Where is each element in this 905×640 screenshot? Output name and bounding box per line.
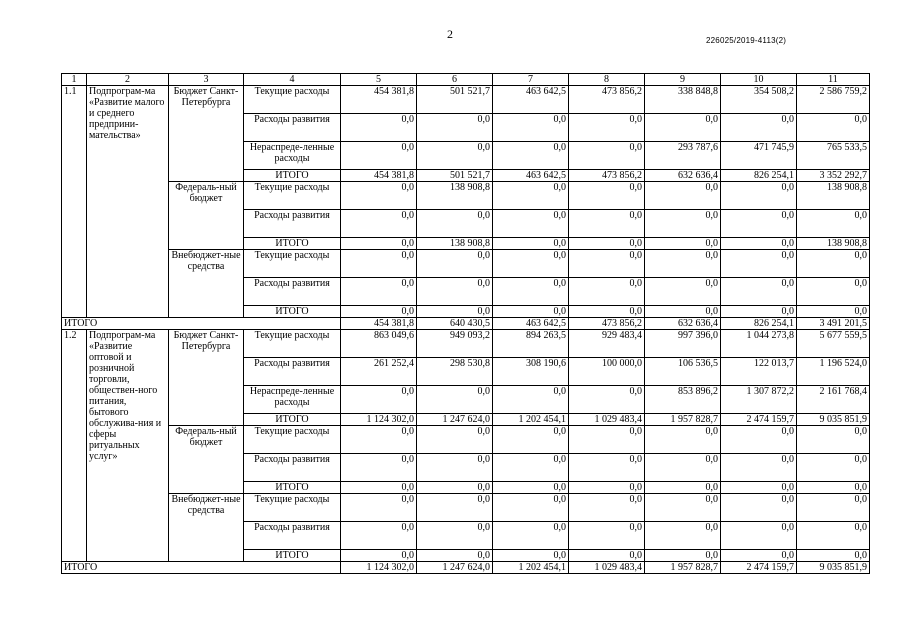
value-cell: 0,0 — [493, 494, 569, 522]
value-cell: 0,0 — [569, 278, 645, 306]
expense-type-label: Текущие расходы — [244, 426, 341, 454]
table-row — [62, 494, 870, 522]
value-cell: 0,0 — [645, 482, 721, 494]
value-cell: 454 381,8 — [341, 86, 417, 114]
value-cell: 0,0 — [341, 210, 417, 238]
value-cell: 501 521,7 — [417, 170, 493, 182]
value-cell: 1 124 302,0 — [341, 414, 417, 426]
value-cell: 0,0 — [341, 522, 417, 550]
value-cell: 0,0 — [797, 494, 870, 522]
total-label: ИТОГО — [62, 562, 341, 574]
value-cell: 0,0 — [417, 142, 493, 170]
value-cell: 0,0 — [569, 494, 645, 522]
value-cell: 0,0 — [417, 278, 493, 306]
total-value-cell: 473 856,2 — [569, 318, 645, 330]
program-name: Подпрограм-ма «Развитие малого и среднего предприни-мательства» — [87, 86, 169, 318]
value-cell: 0,0 — [797, 278, 870, 306]
value-cell: 0,0 — [493, 386, 569, 414]
value-cell: 0,0 — [797, 306, 870, 318]
value-cell: 0,0 — [569, 522, 645, 550]
program-number: 1.1 — [62, 86, 87, 318]
value-cell: 0,0 — [797, 550, 870, 562]
value-cell: 473 856,2 — [569, 170, 645, 182]
table-row — [62, 330, 870, 358]
value-cell: 0,0 — [645, 522, 721, 550]
value-cell: 853 896,2 — [645, 386, 721, 414]
column-header: 9 — [645, 74, 721, 86]
value-cell: 0,0 — [721, 114, 797, 142]
value-cell: 0,0 — [493, 142, 569, 170]
value-cell: 0,0 — [417, 482, 493, 494]
value-cell: 0,0 — [341, 114, 417, 142]
value-cell: 0,0 — [417, 454, 493, 482]
source-spb-budget: Бюджет Санкт-Петербурга — [169, 330, 244, 426]
value-cell: 138 908,8 — [417, 182, 493, 210]
value-cell: 0,0 — [645, 278, 721, 306]
value-cell: 0,0 — [341, 238, 417, 250]
value-cell: 0,0 — [721, 522, 797, 550]
value-cell: 106 536,5 — [645, 358, 721, 386]
value-cell: 0,0 — [569, 454, 645, 482]
value-cell: 0,0 — [721, 306, 797, 318]
table-row — [62, 182, 870, 210]
value-cell: 308 190,6 — [493, 358, 569, 386]
expense-type-label: Текущие расходы — [244, 330, 341, 358]
column-header: 6 — [417, 74, 493, 86]
total-value-cell: 1 957 828,7 — [645, 562, 721, 574]
expense-type-label: Расходы развития — [244, 114, 341, 142]
program-number: 1.2 — [62, 330, 87, 562]
value-cell: 0,0 — [569, 142, 645, 170]
value-cell: 100 000,0 — [569, 358, 645, 386]
value-cell: 2 474 159,7 — [721, 414, 797, 426]
value-cell: 1 247 624,0 — [417, 414, 493, 426]
value-cell: 0,0 — [417, 386, 493, 414]
header-row — [62, 74, 870, 86]
value-cell: 1 202 454,1 — [493, 414, 569, 426]
value-cell: 463 642,5 — [493, 86, 569, 114]
value-cell: 0,0 — [569, 114, 645, 142]
value-cell: 0,0 — [721, 238, 797, 250]
value-cell: 122 013,7 — [721, 358, 797, 386]
source-extrabudgetary: Внебюджет-ные средства — [169, 250, 244, 318]
value-cell: 338 848,8 — [645, 86, 721, 114]
total-value-cell: 463 642,5 — [493, 318, 569, 330]
value-cell: 0,0 — [417, 426, 493, 454]
value-cell: 0,0 — [645, 250, 721, 278]
value-cell: 0,0 — [645, 550, 721, 562]
value-cell: 632 636,4 — [645, 170, 721, 182]
table-row — [62, 426, 870, 454]
value-cell: 471 745,9 — [721, 142, 797, 170]
value-cell: 5 677 559,5 — [797, 330, 870, 358]
value-cell: 0,0 — [493, 306, 569, 318]
expense-type-label: ИТОГО — [244, 238, 341, 250]
total-value-cell: 454 381,8 — [341, 318, 417, 330]
table-row — [62, 250, 870, 278]
budget-table — [61, 73, 870, 574]
value-cell: 354 508,2 — [721, 86, 797, 114]
total-value-cell: 1 247 624,0 — [417, 562, 493, 574]
source-extrabudgetary: Внебюджет-ные средства — [169, 494, 244, 562]
source-federal-budget: Федераль-ный бюджет — [169, 182, 244, 250]
value-cell: 0,0 — [569, 482, 645, 494]
value-cell: 0,0 — [721, 494, 797, 522]
table-row — [62, 86, 870, 114]
value-cell: 0,0 — [493, 182, 569, 210]
total-value-cell: 632 636,4 — [645, 318, 721, 330]
value-cell: 0,0 — [721, 210, 797, 238]
value-cell: 0,0 — [721, 482, 797, 494]
expense-type-label: ИТОГО — [244, 170, 341, 182]
value-cell: 473 856,2 — [569, 86, 645, 114]
column-header: 5 — [341, 74, 417, 86]
value-cell: 0,0 — [645, 182, 721, 210]
value-cell: 138 908,8 — [797, 182, 870, 210]
column-header: 11 — [797, 74, 870, 86]
value-cell: 0,0 — [645, 114, 721, 142]
value-cell: 0,0 — [341, 386, 417, 414]
value-cell: 0,0 — [493, 210, 569, 238]
value-cell: 0,0 — [417, 210, 493, 238]
expense-type-label: Расходы развития — [244, 522, 341, 550]
value-cell: 0,0 — [721, 250, 797, 278]
total-value-cell: 640 430,5 — [417, 318, 493, 330]
value-cell: 0,0 — [569, 306, 645, 318]
value-cell: 0,0 — [721, 278, 797, 306]
value-cell: 0,0 — [569, 550, 645, 562]
total-value-cell: 1 124 302,0 — [341, 562, 417, 574]
column-header: 8 — [569, 74, 645, 86]
column-header: 3 — [169, 74, 244, 86]
expense-type-label: ИТОГО — [244, 306, 341, 318]
value-cell: 0,0 — [417, 306, 493, 318]
page-number: 2 — [447, 27, 453, 41]
total-value-cell: 1 029 483,4 — [569, 562, 645, 574]
total-value-cell: 3 491 201,5 — [797, 318, 870, 330]
value-cell: 0,0 — [341, 182, 417, 210]
value-cell: 261 252,4 — [341, 358, 417, 386]
value-cell: 0,0 — [569, 210, 645, 238]
value-cell: 0,0 — [569, 386, 645, 414]
value-cell: 0,0 — [341, 550, 417, 562]
value-cell: 0,0 — [341, 142, 417, 170]
value-cell: 0,0 — [569, 238, 645, 250]
expense-type-label: Нераспреде-ленные расходы — [244, 142, 341, 170]
source-federal-budget: Федераль-ный бюджет — [169, 426, 244, 494]
program-total-row — [62, 562, 870, 574]
value-cell: 0,0 — [645, 454, 721, 482]
value-cell: 0,0 — [493, 278, 569, 306]
total-value-cell: 2 474 159,7 — [721, 562, 797, 574]
value-cell: 0,0 — [797, 210, 870, 238]
value-cell: 0,0 — [341, 482, 417, 494]
value-cell: 0,0 — [341, 454, 417, 482]
value-cell: 1 029 483,4 — [569, 414, 645, 426]
expense-type-label: Расходы развития — [244, 358, 341, 386]
value-cell: 863 049,6 — [341, 330, 417, 358]
value-cell: 1 044 273,8 — [721, 330, 797, 358]
value-cell: 997 396,0 — [645, 330, 721, 358]
program-name: Подпрограм-ма «Развитие оптовой и розничной торговли, обществен-ного питания, бытового обслужива-ния и сферы ритуальных услуг» — [87, 330, 169, 562]
value-cell: 0,0 — [797, 426, 870, 454]
expense-type-label: Расходы развития — [244, 210, 341, 238]
expense-type-label: Расходы развития — [244, 454, 341, 482]
value-cell: 2 161 768,4 — [797, 386, 870, 414]
value-cell: 0,0 — [797, 454, 870, 482]
program-total-row — [62, 318, 870, 330]
value-cell: 0,0 — [569, 426, 645, 454]
value-cell: 0,0 — [569, 250, 645, 278]
document-code: 226025/2019-4113(2) — [706, 36, 787, 45]
value-cell: 0,0 — [493, 250, 569, 278]
value-cell: 0,0 — [417, 494, 493, 522]
value-cell: 0,0 — [645, 238, 721, 250]
value-cell: 298 530,8 — [417, 358, 493, 386]
value-cell: 0,0 — [493, 482, 569, 494]
expense-type-label: Текущие расходы — [244, 182, 341, 210]
total-value-cell: 826 254,1 — [721, 318, 797, 330]
value-cell: 3 352 292,7 — [797, 170, 870, 182]
column-header: 4 — [244, 74, 341, 86]
value-cell: 0,0 — [417, 114, 493, 142]
value-cell: 138 908,8 — [797, 238, 870, 250]
expense-type-label: ИТОГО — [244, 482, 341, 494]
value-cell: 0,0 — [341, 494, 417, 522]
value-cell: 0,0 — [493, 238, 569, 250]
value-cell: 0,0 — [417, 550, 493, 562]
expense-type-label: ИТОГО — [244, 550, 341, 562]
value-cell: 894 263,5 — [493, 330, 569, 358]
value-cell: 0,0 — [645, 306, 721, 318]
expense-type-label: Текущие расходы — [244, 250, 341, 278]
expense-type-label: Расходы развития — [244, 278, 341, 306]
total-value-cell: 9 035 851,9 — [797, 562, 870, 574]
value-cell: 9 035 851,9 — [797, 414, 870, 426]
value-cell: 0,0 — [493, 550, 569, 562]
value-cell: 949 093,2 — [417, 330, 493, 358]
value-cell: 138 908,8 — [417, 238, 493, 250]
source-spb-budget: Бюджет Санкт-Петербурга — [169, 86, 244, 182]
expense-type-label: Текущие расходы — [244, 86, 341, 114]
value-cell: 0,0 — [721, 454, 797, 482]
value-cell: 0,0 — [721, 426, 797, 454]
value-cell: 0,0 — [645, 494, 721, 522]
value-cell: 0,0 — [645, 210, 721, 238]
value-cell: 0,0 — [417, 250, 493, 278]
expense-type-label: ИТОГО — [244, 414, 341, 426]
value-cell: 0,0 — [797, 522, 870, 550]
value-cell: 0,0 — [721, 550, 797, 562]
total-value-cell: 1 202 454,1 — [493, 562, 569, 574]
value-cell: 929 483,4 — [569, 330, 645, 358]
value-cell: 0,0 — [341, 250, 417, 278]
value-cell: 0,0 — [341, 278, 417, 306]
value-cell: 0,0 — [797, 114, 870, 142]
value-cell: 0,0 — [493, 114, 569, 142]
value-cell: 0,0 — [569, 182, 645, 210]
value-cell: 2 586 759,2 — [797, 86, 870, 114]
value-cell: 0,0 — [341, 426, 417, 454]
value-cell: 0,0 — [493, 426, 569, 454]
total-label: ИТОГО — [62, 318, 341, 330]
expense-type-label: Нераспреде-ленные расходы — [244, 386, 341, 414]
value-cell: 1 957 828,7 — [645, 414, 721, 426]
value-cell: 0,0 — [645, 426, 721, 454]
value-cell: 0,0 — [797, 482, 870, 494]
value-cell: 826 254,1 — [721, 170, 797, 182]
expense-type-label: Текущие расходы — [244, 494, 341, 522]
value-cell: 0,0 — [341, 306, 417, 318]
value-cell: 0,0 — [721, 182, 797, 210]
column-header: 2 — [87, 74, 169, 86]
column-header: 1 — [62, 74, 87, 86]
value-cell: 0,0 — [493, 454, 569, 482]
value-cell: 0,0 — [797, 250, 870, 278]
value-cell: 501 521,7 — [417, 86, 493, 114]
value-cell: 765 533,5 — [797, 142, 870, 170]
column-header: 10 — [721, 74, 797, 86]
value-cell: 0,0 — [417, 522, 493, 550]
value-cell: 463 642,5 — [493, 170, 569, 182]
value-cell: 1 307 872,2 — [721, 386, 797, 414]
value-cell: 0,0 — [493, 522, 569, 550]
column-header: 7 — [493, 74, 569, 86]
value-cell: 293 787,6 — [645, 142, 721, 170]
value-cell: 1 196 524,0 — [797, 358, 870, 386]
value-cell: 454 381,8 — [341, 170, 417, 182]
